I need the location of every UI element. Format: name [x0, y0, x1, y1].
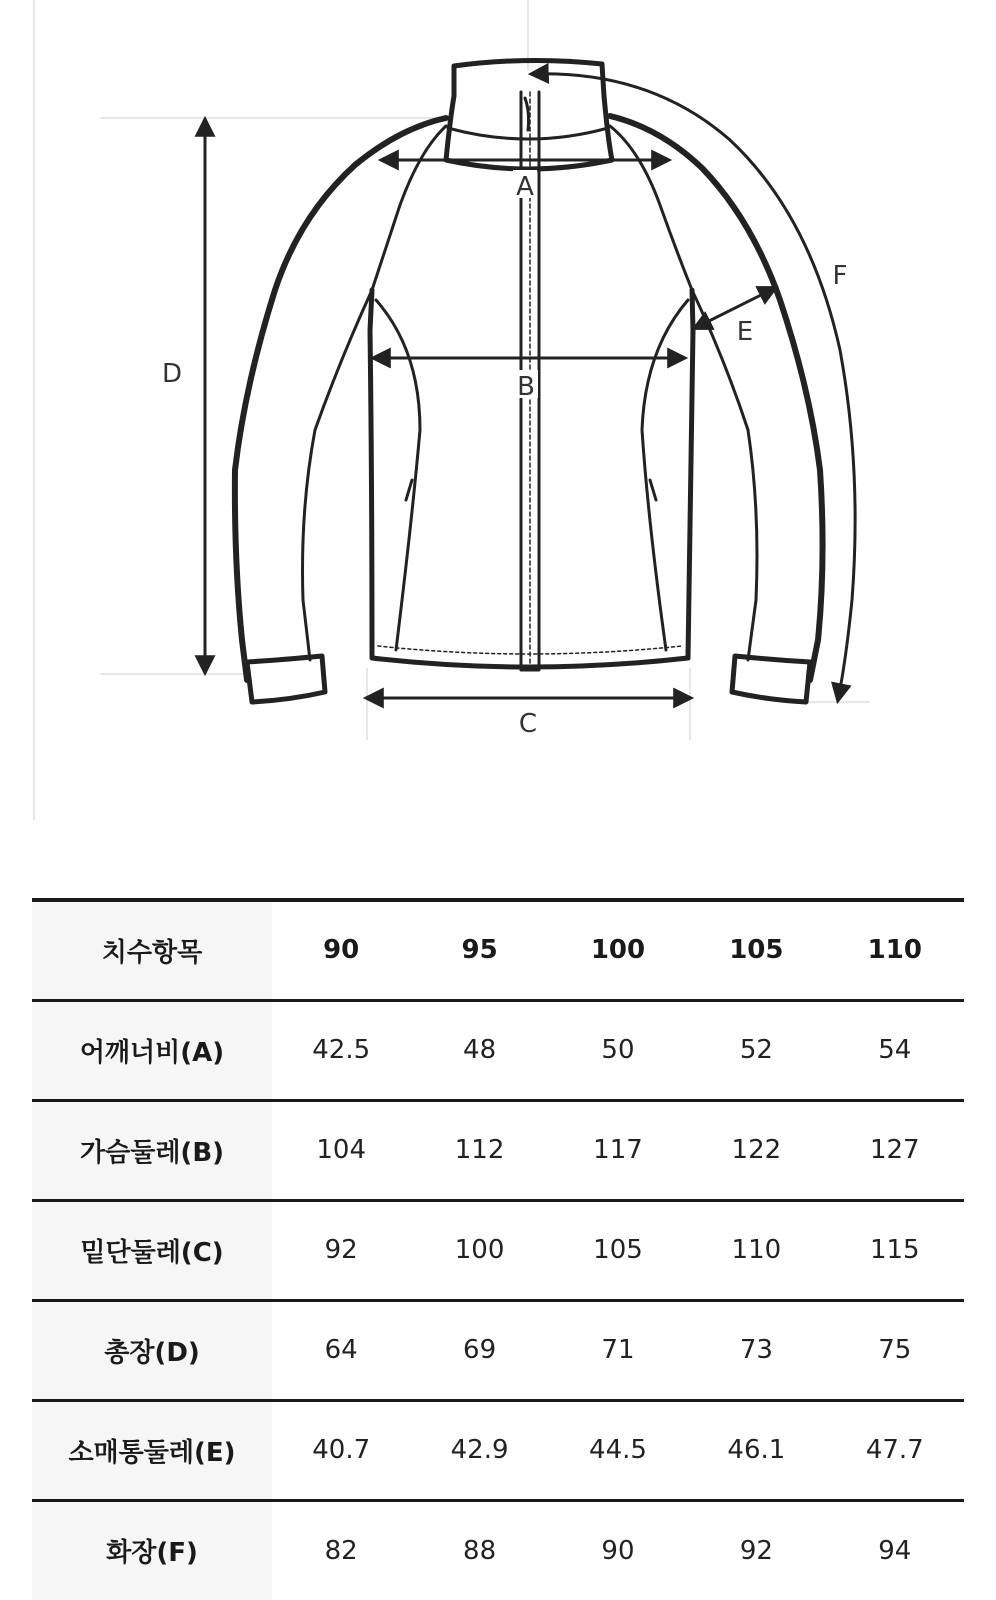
table-cell: 42.9: [410, 1400, 548, 1500]
table-cell: 82: [324, 1535, 358, 1566]
size-header: 100: [549, 900, 687, 1000]
size-header: 90: [272, 900, 410, 1000]
row-label: 총장(D): [32, 1300, 272, 1400]
table-row: [32, 1500, 964, 1600]
size-header: 105: [687, 900, 825, 1000]
table-cell: 127: [826, 1100, 964, 1200]
table-cell: 48: [410, 1000, 548, 1100]
table-cell: 73: [687, 1300, 825, 1400]
table-cell: 47.7: [826, 1400, 964, 1500]
label-d: D: [161, 359, 183, 389]
label-c: C: [518, 709, 538, 739]
size-header: 110: [826, 900, 964, 1000]
table-row: [32, 1100, 964, 1200]
table-cell: 69: [410, 1300, 548, 1400]
table-cell: 110: [687, 1200, 825, 1300]
label-a: A: [516, 172, 534, 202]
table-cell: 64: [272, 1300, 410, 1400]
table-cell: 88: [463, 1535, 497, 1566]
table-cell: 71: [549, 1300, 687, 1400]
table-cell: 122: [687, 1100, 825, 1200]
table-cell: 44.5: [549, 1400, 687, 1500]
table-cell: 46.1: [687, 1400, 825, 1500]
table-cell: 42.5: [272, 1000, 410, 1100]
table-row: [32, 1000, 964, 1100]
label-f: F: [832, 261, 848, 291]
table-cell: 92: [272, 1200, 410, 1300]
table-cell: 50: [549, 1000, 687, 1100]
row-label: 어깨너비(A): [32, 1000, 272, 1100]
table-row: [32, 1300, 964, 1400]
table-cell: 105: [549, 1200, 687, 1300]
table-cell: 100: [410, 1200, 548, 1300]
size-header: 95: [410, 900, 548, 1000]
row-label: 가슴둘레(B): [32, 1100, 272, 1200]
table-cell: 115: [826, 1200, 964, 1300]
table-cell: 54: [826, 1000, 964, 1100]
table-cell: 112: [410, 1100, 548, 1200]
table-row: [32, 1400, 964, 1500]
label-e: E: [736, 317, 754, 347]
table-cell: 92: [739, 1535, 773, 1566]
row-label: 화장(F): [32, 1500, 272, 1600]
table-header-row: [32, 900, 964, 1000]
row-label: 밑단둘레(C): [32, 1200, 272, 1300]
arrow-e: [695, 288, 775, 328]
table-cell: 75: [826, 1300, 964, 1400]
table-cell: 104: [272, 1100, 410, 1200]
table-header-label: 치수항목: [32, 900, 272, 1000]
row-label: 소매통둘레(E): [32, 1400, 272, 1500]
label-b: B: [517, 372, 535, 402]
table-cell: 117: [549, 1100, 687, 1200]
table-cell: 40.7: [272, 1400, 410, 1500]
table-row: [32, 1200, 964, 1300]
table-cell: 94: [878, 1535, 912, 1566]
table-cell: 90: [601, 1535, 635, 1566]
size-chart-table: [32, 898, 964, 1600]
table-cell: 52: [687, 1000, 825, 1100]
